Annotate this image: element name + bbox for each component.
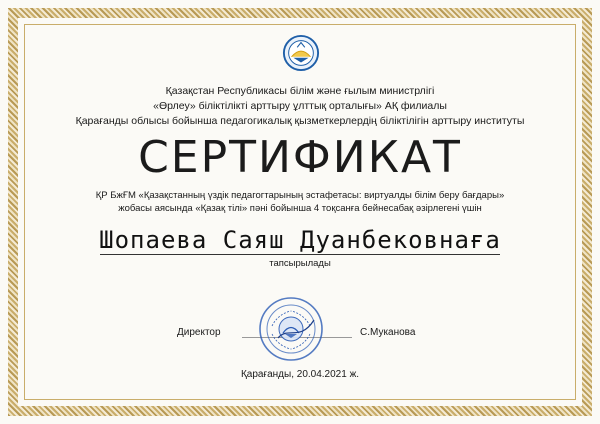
- name-underline: [100, 254, 500, 255]
- signatory-role: Директор: [177, 327, 221, 338]
- org-branch: «Өрлеу» біліктілікті арттыру ұлттық орталығы» АҚ филиалы: [153, 100, 447, 112]
- orleu-logo-icon: [282, 34, 320, 72]
- reason-line-1: ҚР БжҒМ «Қазақстанның үздік педагогтарының эстафетасы: виртуалды білім беру бағдары»: [95, 190, 505, 201]
- awarded-text: тапсырылады: [269, 258, 331, 269]
- recipient-name: Шопаева Саяш Дуанбековнаға: [99, 226, 501, 254]
- official-stamp-icon: [258, 296, 324, 362]
- org-institute: Қарағанды облысы бойынша педагогикалық қызметкерлердің біліктілігін арттыру институты: [75, 115, 525, 127]
- signatory-name: С.Муканова: [360, 327, 416, 338]
- org-ministry: Қазақстан Республикасы білім және ғылым министрлігі: [165, 85, 435, 97]
- reason-line-2: жобасы аясында «Қазақ тілі» пәні бойынша 4 тоқсанға бейнесабақ әзірлегені үшін: [118, 203, 482, 214]
- certificate-title: СЕРТИФИКАТ: [138, 132, 462, 183]
- place-and-date: Қарағанды, 20.04.2021 ж.: [240, 369, 360, 380]
